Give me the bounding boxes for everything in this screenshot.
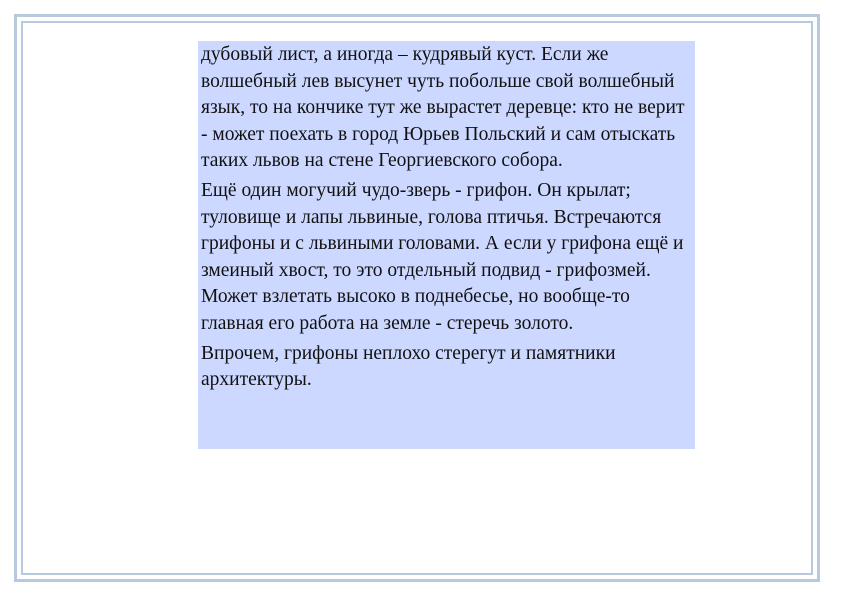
paragraph-2: Ещё один могучий чудо-зверь - грифон. Он крылат; туловище и лапы львиные, голова птичья. Встречаются грифоны и с львиными головами. А если у грифона ещё и змеиный хвост, то это отдельный подвид - грифозмей. Может взлетать высоко в поднебесье, но вообще-то главная его работа на земле - стеречь золото.	[201, 179, 684, 334]
paragraph-3: Впрочем, грифоны неплохо стерегут и памятники архитектуры.	[201, 342, 616, 391]
text-box	[198, 41, 695, 449]
paragraph-1: дубовый лист, а иногда – кудрявый куст. Если же волшебный лев высунет чуть побольше свой волшебный язык, то на кончике тут же вырастет деревце: кто не верит - может поехать в город Юрьев Польский и сам отыскать таких львов на стене Георгиевского собора.	[201, 44, 685, 172]
